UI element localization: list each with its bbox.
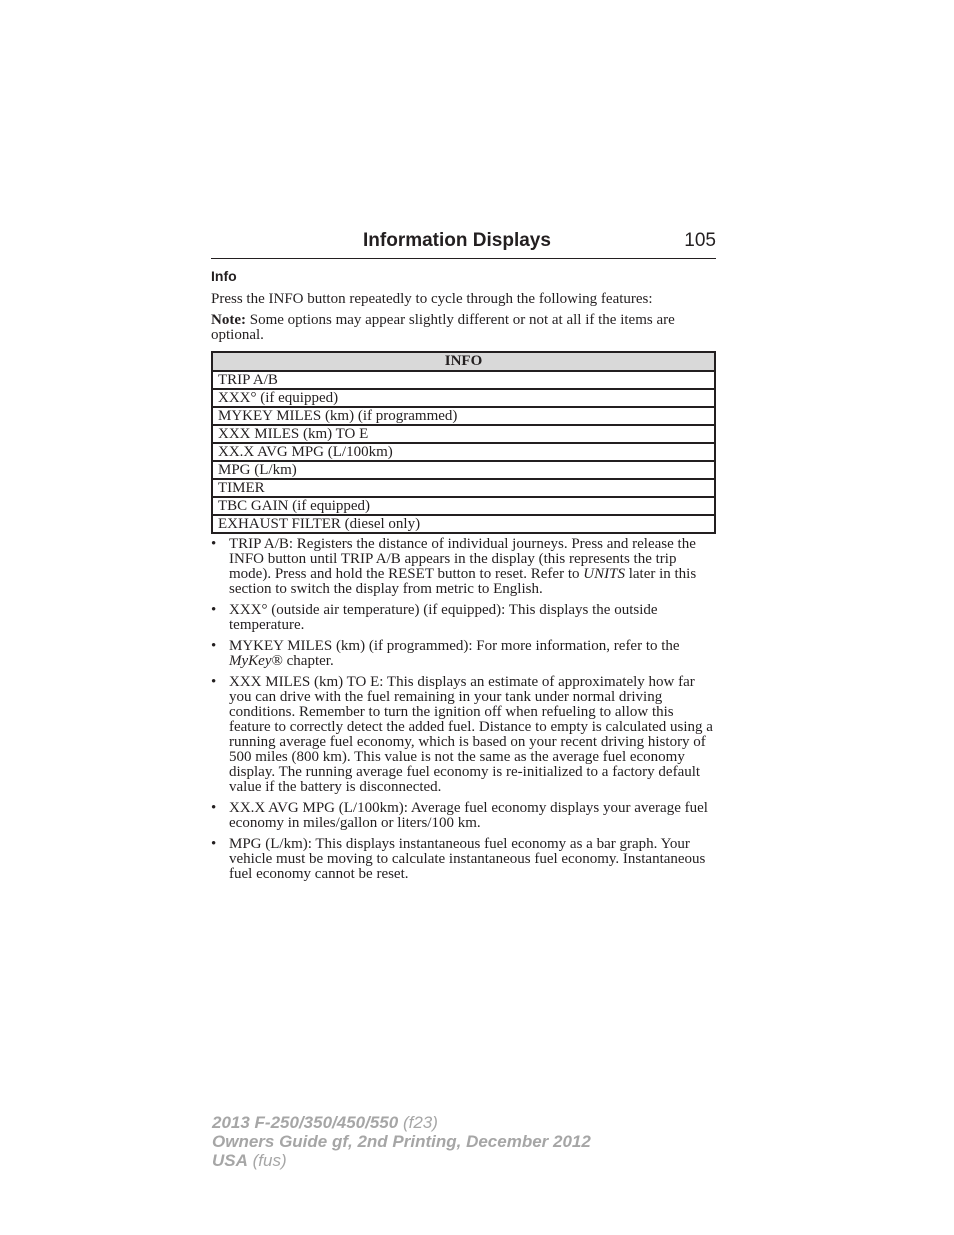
table-cell: EXHAUST FILTER (diesel only) bbox=[212, 515, 715, 533]
footer-market: USA bbox=[212, 1151, 248, 1170]
note-paragraph bbox=[211, 313, 716, 343]
table-cell: XX.X AVG MPG (L/100km) bbox=[212, 443, 715, 461]
list-item-text: XX.X AVG MPG (L/100km): Average fuel economy displays your average fuel economy in miles/gallon or liters/100 km. bbox=[229, 800, 708, 831]
page-title: Information Displays bbox=[363, 230, 551, 251]
table-cell: MYKEY MILES (km) (if programmed) bbox=[212, 407, 715, 425]
footer-code: (fus) bbox=[247, 1151, 287, 1170]
page-content bbox=[211, 228, 716, 888]
table-row bbox=[212, 515, 715, 533]
table-row bbox=[212, 443, 715, 461]
list-item-text: MYKEY MILES (km) (if programmed): For more information, refer to the bbox=[229, 638, 680, 654]
footer-line bbox=[212, 1151, 591, 1170]
list-item-text: XXX° (outside air temperature) (if equipped): This displays the outside temperature. bbox=[229, 602, 658, 633]
list-item-emphasis: MyKey bbox=[229, 653, 272, 669]
note-label: Note: bbox=[211, 312, 246, 328]
bullet-marker: • bbox=[211, 536, 217, 552]
section-heading: Info bbox=[211, 268, 237, 284]
table-header-row bbox=[212, 352, 715, 371]
bullet-marker: • bbox=[211, 638, 217, 654]
table-cell: TBC GAIN (if equipped) bbox=[212, 497, 715, 515]
bullet-marker: • bbox=[211, 602, 217, 618]
page-header bbox=[211, 228, 716, 259]
page-footer bbox=[212, 1113, 591, 1170]
table-cell: TRIP A/B bbox=[212, 371, 715, 389]
table-cell: XXX° (if equipped) bbox=[212, 389, 715, 407]
footer-code: (f23) bbox=[398, 1113, 438, 1132]
bullet-marker: • bbox=[211, 836, 217, 852]
table-row bbox=[212, 479, 715, 497]
table-row bbox=[212, 425, 715, 443]
info-table bbox=[211, 351, 716, 534]
table-cell: TIMER bbox=[212, 479, 715, 497]
intro-paragraph: Press the INFO button repeatedly to cycle through the following features: bbox=[211, 291, 653, 307]
list-item bbox=[211, 837, 716, 882]
page-number: 105 bbox=[684, 230, 716, 251]
table-cell: XXX MILES (km) TO E bbox=[212, 425, 715, 443]
bullet-marker: • bbox=[211, 800, 217, 816]
bullet-marker: • bbox=[211, 674, 217, 690]
table-row bbox=[212, 497, 715, 515]
list-item-text: later in this section to switch the display from metric to English. bbox=[229, 566, 697, 597]
footer-model: 2013 F-250/350/450/550 bbox=[212, 1113, 399, 1132]
feature-list bbox=[211, 537, 716, 882]
note-text: Some options may appear slightly different or not at all if the items are optional. bbox=[211, 312, 675, 343]
list-item bbox=[211, 639, 716, 669]
table-row bbox=[212, 371, 715, 389]
table-row bbox=[212, 389, 715, 407]
list-item bbox=[211, 537, 716, 597]
list-item-text: TRIP A/B: Registers the distance of individual journeys. Press and release the INFO button until TRIP A/B appears in the display (this represents the trip mode). Press and hold the RESET button to reset. Refer to bbox=[229, 536, 696, 582]
list-item-text: XXX MILES (km) TO E: This displays an estimate of approximately how far you can drive with the fuel remaining in your tank under normal driving conditions. Remember to turn the ignition off when refueling to allow this feature to correctly detect the added fuel. Distance to empty is calculated using a running average fuel economy, which is based on your recent driving history of 500 miles (800 km). This value is not the same as the average fuel economy display. The running average fuel economy is re-initialized to a factory default value if the battery is disconnected. bbox=[229, 674, 713, 795]
table-row bbox=[212, 461, 715, 479]
table-cell: MPG (L/km) bbox=[212, 461, 715, 479]
list-item-text: MPG (L/km): This displays instantaneous fuel economy as a bar graph. Your vehicle must be moving to calculate instantaneous fuel economy. Instantaneous fuel economy cannot be reset. bbox=[229, 836, 706, 882]
list-item bbox=[211, 801, 716, 831]
list-item-text: ® chapter. bbox=[271, 653, 334, 669]
footer-line bbox=[212, 1113, 591, 1132]
list-item bbox=[211, 603, 716, 633]
list-item-emphasis: UNITS bbox=[583, 566, 625, 582]
list-item bbox=[211, 675, 716, 795]
table-row bbox=[212, 407, 715, 425]
table-header: INFO bbox=[212, 352, 715, 371]
footer-line: Owners Guide gf, 2nd Printing, December 2012 bbox=[212, 1132, 591, 1151]
